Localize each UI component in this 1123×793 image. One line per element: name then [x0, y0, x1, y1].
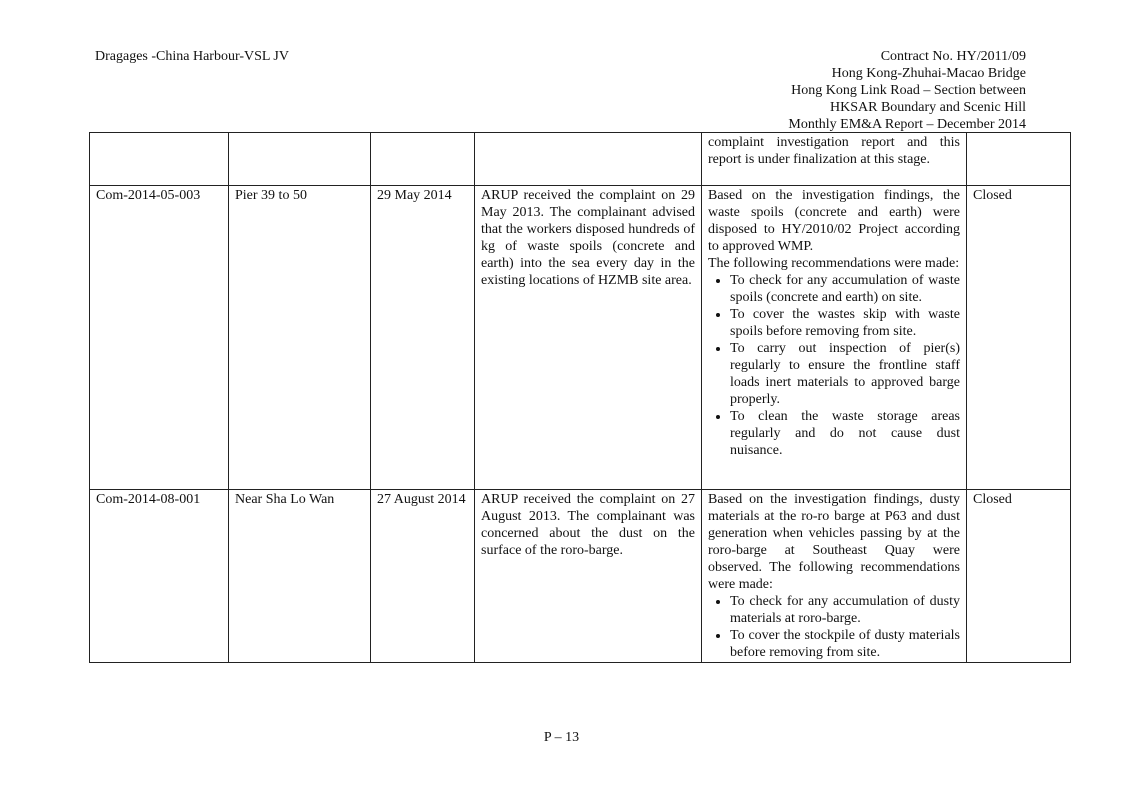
action-text: Based on the investigation findings, dusty materials at the ro-ro barge at P63 and dust generation when vehicles passing by at the roro-barge at Southeast Quay were observed. The following recommendations were made: — [708, 492, 960, 592]
cell-location — [229, 133, 371, 186]
table-row — [90, 186, 1071, 490]
cell-complaint-id: Com-2014-08-001 — [90, 490, 229, 663]
cell-status: Closed — [967, 186, 1071, 490]
recommendation-item: • To clean the waste storage areas regularly and do not cause dust nuisance. — [730, 408, 960, 459]
cell-status — [967, 133, 1071, 186]
recommendation-item: • To check for any accumulation of dusty materials at roro-barge. — [730, 593, 960, 627]
table-row — [90, 133, 1071, 186]
cell-complaint-details: ARUP received the complaint on 29 May 2013. The complainant advised that the workers disposed hundreds of kg of waste spoils (concrete and earth) into the sea every day in the existing locations of HZMB site area. — [475, 186, 702, 490]
cell-location: Near Sha Lo Wan — [229, 490, 371, 663]
cell-complaint-id: Com-2014-05-003 — [90, 186, 229, 490]
recommendation-item: • To check for any accumulation of waste spoils (concrete and earth) on site. — [730, 272, 960, 306]
header-contract-no: Contract No. HY/2011/09 — [880, 49, 1026, 64]
header-section: Hong Kong Link Road – Section between — [791, 83, 1026, 98]
recommendation-item: • To cover the wastes skip with waste spoils before removing from site. — [730, 306, 960, 340]
recommendation-item: • To carry out inspection of pier(s) regularly to ensure the frontline staff loads inert materials to approved barge properly. — [730, 340, 960, 408]
cell-date: 29 May 2014 — [371, 186, 475, 490]
header-project-name: Hong Kong-Zhuhai-Macao Bridge — [831, 66, 1026, 81]
header-report-title: Monthly EM&A Report – December 2014 — [788, 117, 1026, 132]
cell-status: Closed — [967, 490, 1071, 663]
cell-date: 27 August 2014 — [371, 490, 475, 663]
header-contract-info — [788, 48, 1026, 133]
cell-date — [371, 133, 475, 186]
recommendation-list — [708, 272, 960, 459]
recommendation-list — [708, 593, 960, 661]
table-row — [90, 490, 1071, 663]
recommendation-item: • To cover the stockpile of dusty materials before removing from site. — [730, 627, 960, 661]
cell-action-taken — [702, 490, 967, 663]
page-number: P – 13 — [543, 730, 580, 745]
complaint-log-table — [89, 132, 1071, 663]
cell-location: Pier 39 to 50 — [229, 186, 371, 490]
action-text: complaint investigation report and this report is under finalization at this stage. — [708, 135, 960, 167]
cell-action-taken — [702, 186, 967, 490]
action-text: The following recommendations were made: — [708, 256, 960, 271]
cell-action-taken — [702, 133, 967, 186]
action-text: Based on the investigation findings, the waste spoils (concrete and earth) were disposed to HY/2010/02 Project according to approved WMP. — [708, 188, 960, 254]
header-company: Dragages -China Harbour-VSL JV — [95, 49, 289, 64]
cell-complaint-details — [475, 133, 702, 186]
header-section-bounds: HKSAR Boundary and Scenic Hill — [830, 100, 1026, 115]
cell-complaint-details: ARUP received the complaint on 27 August 2013. The complainant was concerned about the dust on the surface of the roro-barge. — [475, 490, 702, 663]
cell-complaint-id — [90, 133, 229, 186]
